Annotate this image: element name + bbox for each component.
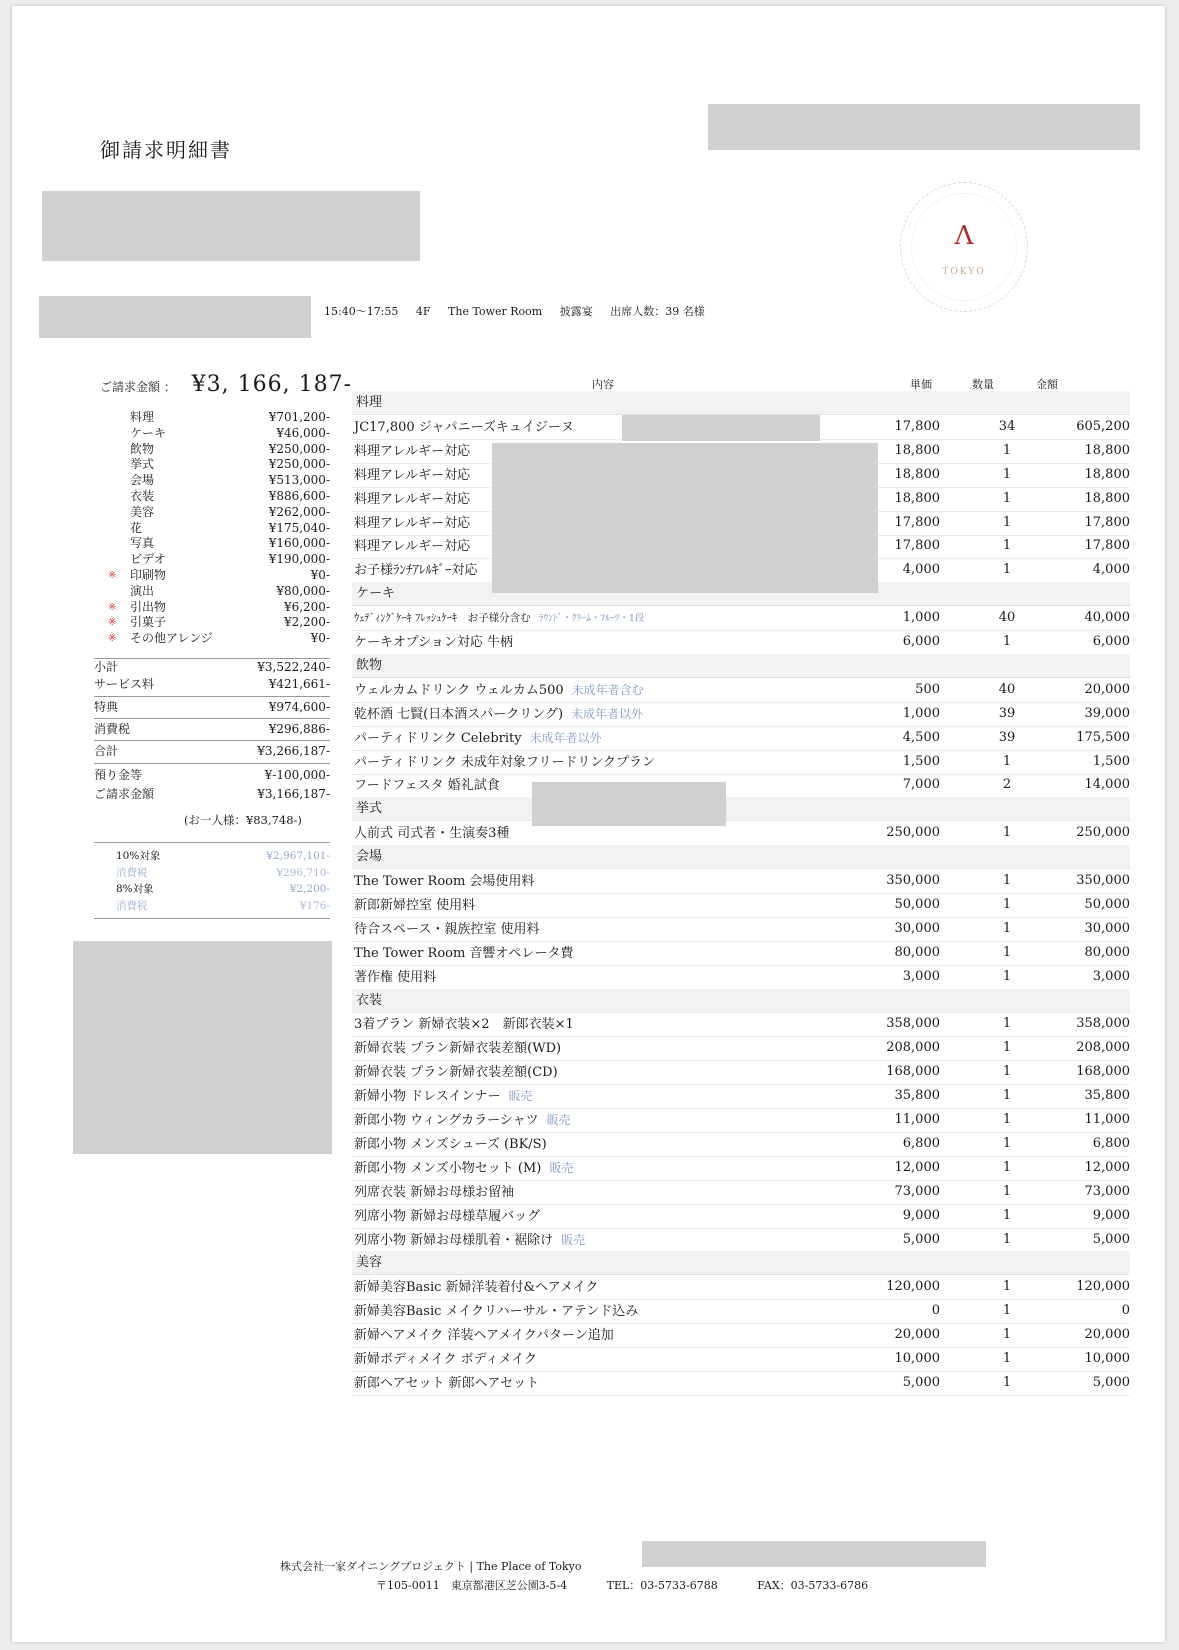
table-row: 新婦小物 ドレスインナー 販売 35,800 1 35,800	[352, 1084, 1130, 1109]
table-row: お子様ﾗﾝﾁｱﾚﾙｷﾞｰ対応 4,000 1 4,000	[352, 558, 1130, 583]
footer-tel: TEL：03-5733-6788	[606, 1579, 718, 1592]
table-row: The Tower Room 会場使用料 350,000 1 350,000	[352, 869, 1130, 894]
category-row: ※ 引出物 ¥6,200-	[108, 599, 330, 614]
table-row: 新婦ボディメイク ボディメイク 10,000 1 10,000	[352, 1347, 1130, 1372]
table-row: パーティドリンク Celebrity 未成年者以外 4,500 39 175,500	[352, 726, 1130, 751]
deposit-row: 預り金等 ¥-100,000-	[94, 768, 330, 782]
category-header-row: 挙式	[352, 797, 1130, 821]
billing-total-header	[100, 372, 352, 397]
category-header-row: ケーキ	[352, 582, 1130, 606]
table-row: 新郎小物 メンズ小物セット (M) 販売 12,000 1 12,000	[352, 1156, 1130, 1181]
footer-fax: FAX：03-5733-6786	[757, 1579, 869, 1592]
tax-breakdown-row: 消費税 ¥176-	[116, 899, 330, 912]
billing-total-amount: ¥3, 166, 187-	[191, 372, 353, 397]
category-row: ※ 印刷物 ¥0-	[108, 568, 330, 582]
per-person-amount: (お一人様：¥83,748-)	[184, 813, 302, 827]
document-title: 御請求明細書	[100, 138, 232, 162]
table-row: 人前式 司式者・生演奏3種 250,000 1 250,000	[352, 821, 1130, 846]
logo-mark-icon: Λ	[954, 221, 974, 251]
table-row: 料理アレルギー対応 17,800 1 17,800	[352, 511, 1130, 536]
table-row: 新郎小物 メンズシューズ (BK/S) 6,800 1 6,800	[352, 1132, 1130, 1157]
table-row: 待合スペース・親族控室 使用料 30,000 1 30,000	[352, 917, 1130, 942]
table-row: 著作権 使用料 3,000 1 3,000	[352, 965, 1130, 990]
table-row: 新郎ヘアセット 新郎ヘアセット 5,000 1 5,000	[352, 1371, 1130, 1396]
table-row: 新郎新婦控室 使用料 50,000 1 50,000	[352, 893, 1130, 918]
table-row: ケーキオプション対応 牛柄 6,000 1 6,000	[352, 630, 1130, 655]
benefit-row: 特典 ¥974,600-	[94, 700, 330, 714]
redacted-block	[622, 415, 820, 441]
redacted-block	[708, 104, 1140, 150]
event-info	[324, 303, 719, 319]
sum-row: 合計 ¥3,266,187-	[94, 744, 330, 758]
category-row: 料理 ¥701,200-	[130, 410, 330, 424]
col-header-unit: 単価	[910, 378, 932, 391]
event-time: 15:40〜17:55	[324, 305, 399, 318]
table-row: 料理アレルギー対応 18,800 1 18,800	[352, 463, 1130, 488]
category-row: ※ 引菓子 ¥2,200-	[108, 615, 330, 630]
category-row: ビデオ ¥190,000-	[130, 552, 330, 567]
table-row: 新婦美容Basic 新婦洋装着付&ヘアメイク 120,000 1 120,000	[352, 1275, 1130, 1300]
category-header-row: 料理	[352, 391, 1130, 415]
table-row: 乾杯酒 七賢(日本酒スパークリング) 未成年者以外 1,000 39 39,000	[352, 702, 1130, 727]
table-row: 新郎小物 ウィングカラーシャツ 販売 11,000 1 11,000	[352, 1108, 1130, 1133]
category-row: ※ その他アレンジ ¥0-	[108, 631, 330, 646]
table-row: 3着プラン 新婦衣装×2 新郎衣装×1 358,000 1 358,000	[352, 1012, 1130, 1037]
footer-company: 株式会社一家ダイニングプロジェクト | The Place of Tokyo	[280, 1560, 582, 1573]
category-header-row: 飲物	[352, 654, 1130, 678]
tax-breakdown-row: 10%対象 ¥2,967,101-	[116, 850, 330, 862]
tax-row: 消費税 ¥296,886-	[94, 722, 330, 736]
table-row: 列席衣装 新婦お母様お留袖 73,000 1 73,000	[352, 1180, 1130, 1205]
table-row: パーティドリンク 未成年対象フリードリンクプラン 1,500 1 1,500	[352, 750, 1130, 775]
footer-address: 〒105-0011 東京都港区芝公園3-5-4	[376, 1579, 568, 1592]
category-row: 会場 ¥513,000-	[130, 473, 330, 488]
table-row: 新婦ヘアメイク 洋装ヘアメイクパターン追加 20,000 1 20,000	[352, 1323, 1130, 1348]
billed-row: ご請求金額 ¥3,166,187-	[94, 787, 330, 801]
redacted-block	[39, 296, 311, 338]
table-row: 列席小物 新婦お母様肌着・裾除け 販売 5,000 1 5,000	[352, 1228, 1130, 1253]
service-row: サービス料 ¥421,661-	[94, 677, 330, 691]
category-row: 写真 ¥160,000-	[130, 536, 330, 551]
col-header-amount: 金額	[1036, 378, 1058, 391]
table-row: 新婦衣装 プラン新婦衣装差額(CD) 168,000 1 168,000	[352, 1060, 1130, 1085]
table-row: 列席小物 新婦お母様草履バッグ 9,000 1 9,000	[352, 1204, 1130, 1229]
footer-contact	[376, 1577, 904, 1593]
table-row: 新婦衣装 プラン新婦衣装差額(WD) 208,000 1 208,000	[352, 1036, 1130, 1061]
category-header-row: 会場	[352, 845, 1130, 869]
table-row: フードフェスタ 婚礼試食 7,000 2 14,000	[352, 773, 1130, 798]
table-row: ｳｪﾃﾞｨﾝｸﾞｹｰｷ ﾌﾚｯｼｭｹｰｷ お子様分含む ﾗｳﾝﾄﾞ・ｸﾘｰﾑ・ﾌﾙｰﾂ・1段 1,000 40 40,000	[352, 606, 1130, 631]
venue-logo	[900, 182, 1028, 312]
event-floor: 4F	[415, 305, 431, 318]
billing-total-label: ご請求金額 ：	[100, 380, 176, 394]
table-row: 料理アレルギー対応 17,800 1 17,800	[352, 534, 1130, 559]
event-attendance: 出席人数：39 名様	[610, 305, 705, 318]
col-header-qty: 数量	[972, 378, 994, 391]
redacted-block	[492, 443, 878, 593]
table-row: 料理アレルギー対応 18,800 1 18,800	[352, 487, 1130, 512]
category-header-row: 美容	[352, 1251, 1130, 1275]
category-row: 衣装 ¥886,600-	[130, 489, 330, 503]
redacted-block	[532, 782, 726, 826]
category-row: 挙式 ¥250,000-	[130, 457, 330, 472]
redacted-block	[42, 191, 420, 261]
tax-breakdown-row: 消費税 ¥296,710-	[116, 866, 330, 879]
category-row: 演出 ¥80,000-	[130, 583, 330, 598]
event-type: 披露宴	[559, 305, 593, 318]
category-row: ケーキ ¥46,000-	[130, 425, 330, 440]
category-row: 美容 ¥262,000-	[130, 504, 330, 519]
category-row: 飲物 ¥250,000-	[130, 441, 330, 456]
redacted-block	[642, 1541, 986, 1567]
tax-breakdown-row: 8%対象 ¥2,200-	[116, 883, 330, 895]
subtotal-row: 小計 ¥3,522,240-	[94, 660, 330, 674]
table-row: JC17,800 ジャパニーズキュイジーヌ 17,800 34 605,200	[352, 415, 1130, 440]
table-row: The Tower Room 音響オペレータ費 80,000 1 80,000	[352, 941, 1130, 966]
col-header-content: 内容	[592, 378, 614, 391]
table-row: 料理アレルギー対応 18,800 1 18,800	[352, 439, 1130, 464]
invoice-page	[12, 6, 1165, 1642]
category-header-row: 衣装	[352, 989, 1130, 1013]
logo-word: TOKYO	[942, 267, 986, 277]
category-row: 花 ¥175,040-	[130, 520, 330, 535]
table-row: ウェルカムドリンク ウェルカム500 未成年者含む 500 40 20,000	[352, 678, 1130, 703]
event-room: The Tower Room	[448, 305, 543, 318]
redacted-block	[73, 941, 332, 1154]
table-row: 新婦美容Basic メイクリハーサル・アテンド込み 0 1 0	[352, 1299, 1130, 1324]
